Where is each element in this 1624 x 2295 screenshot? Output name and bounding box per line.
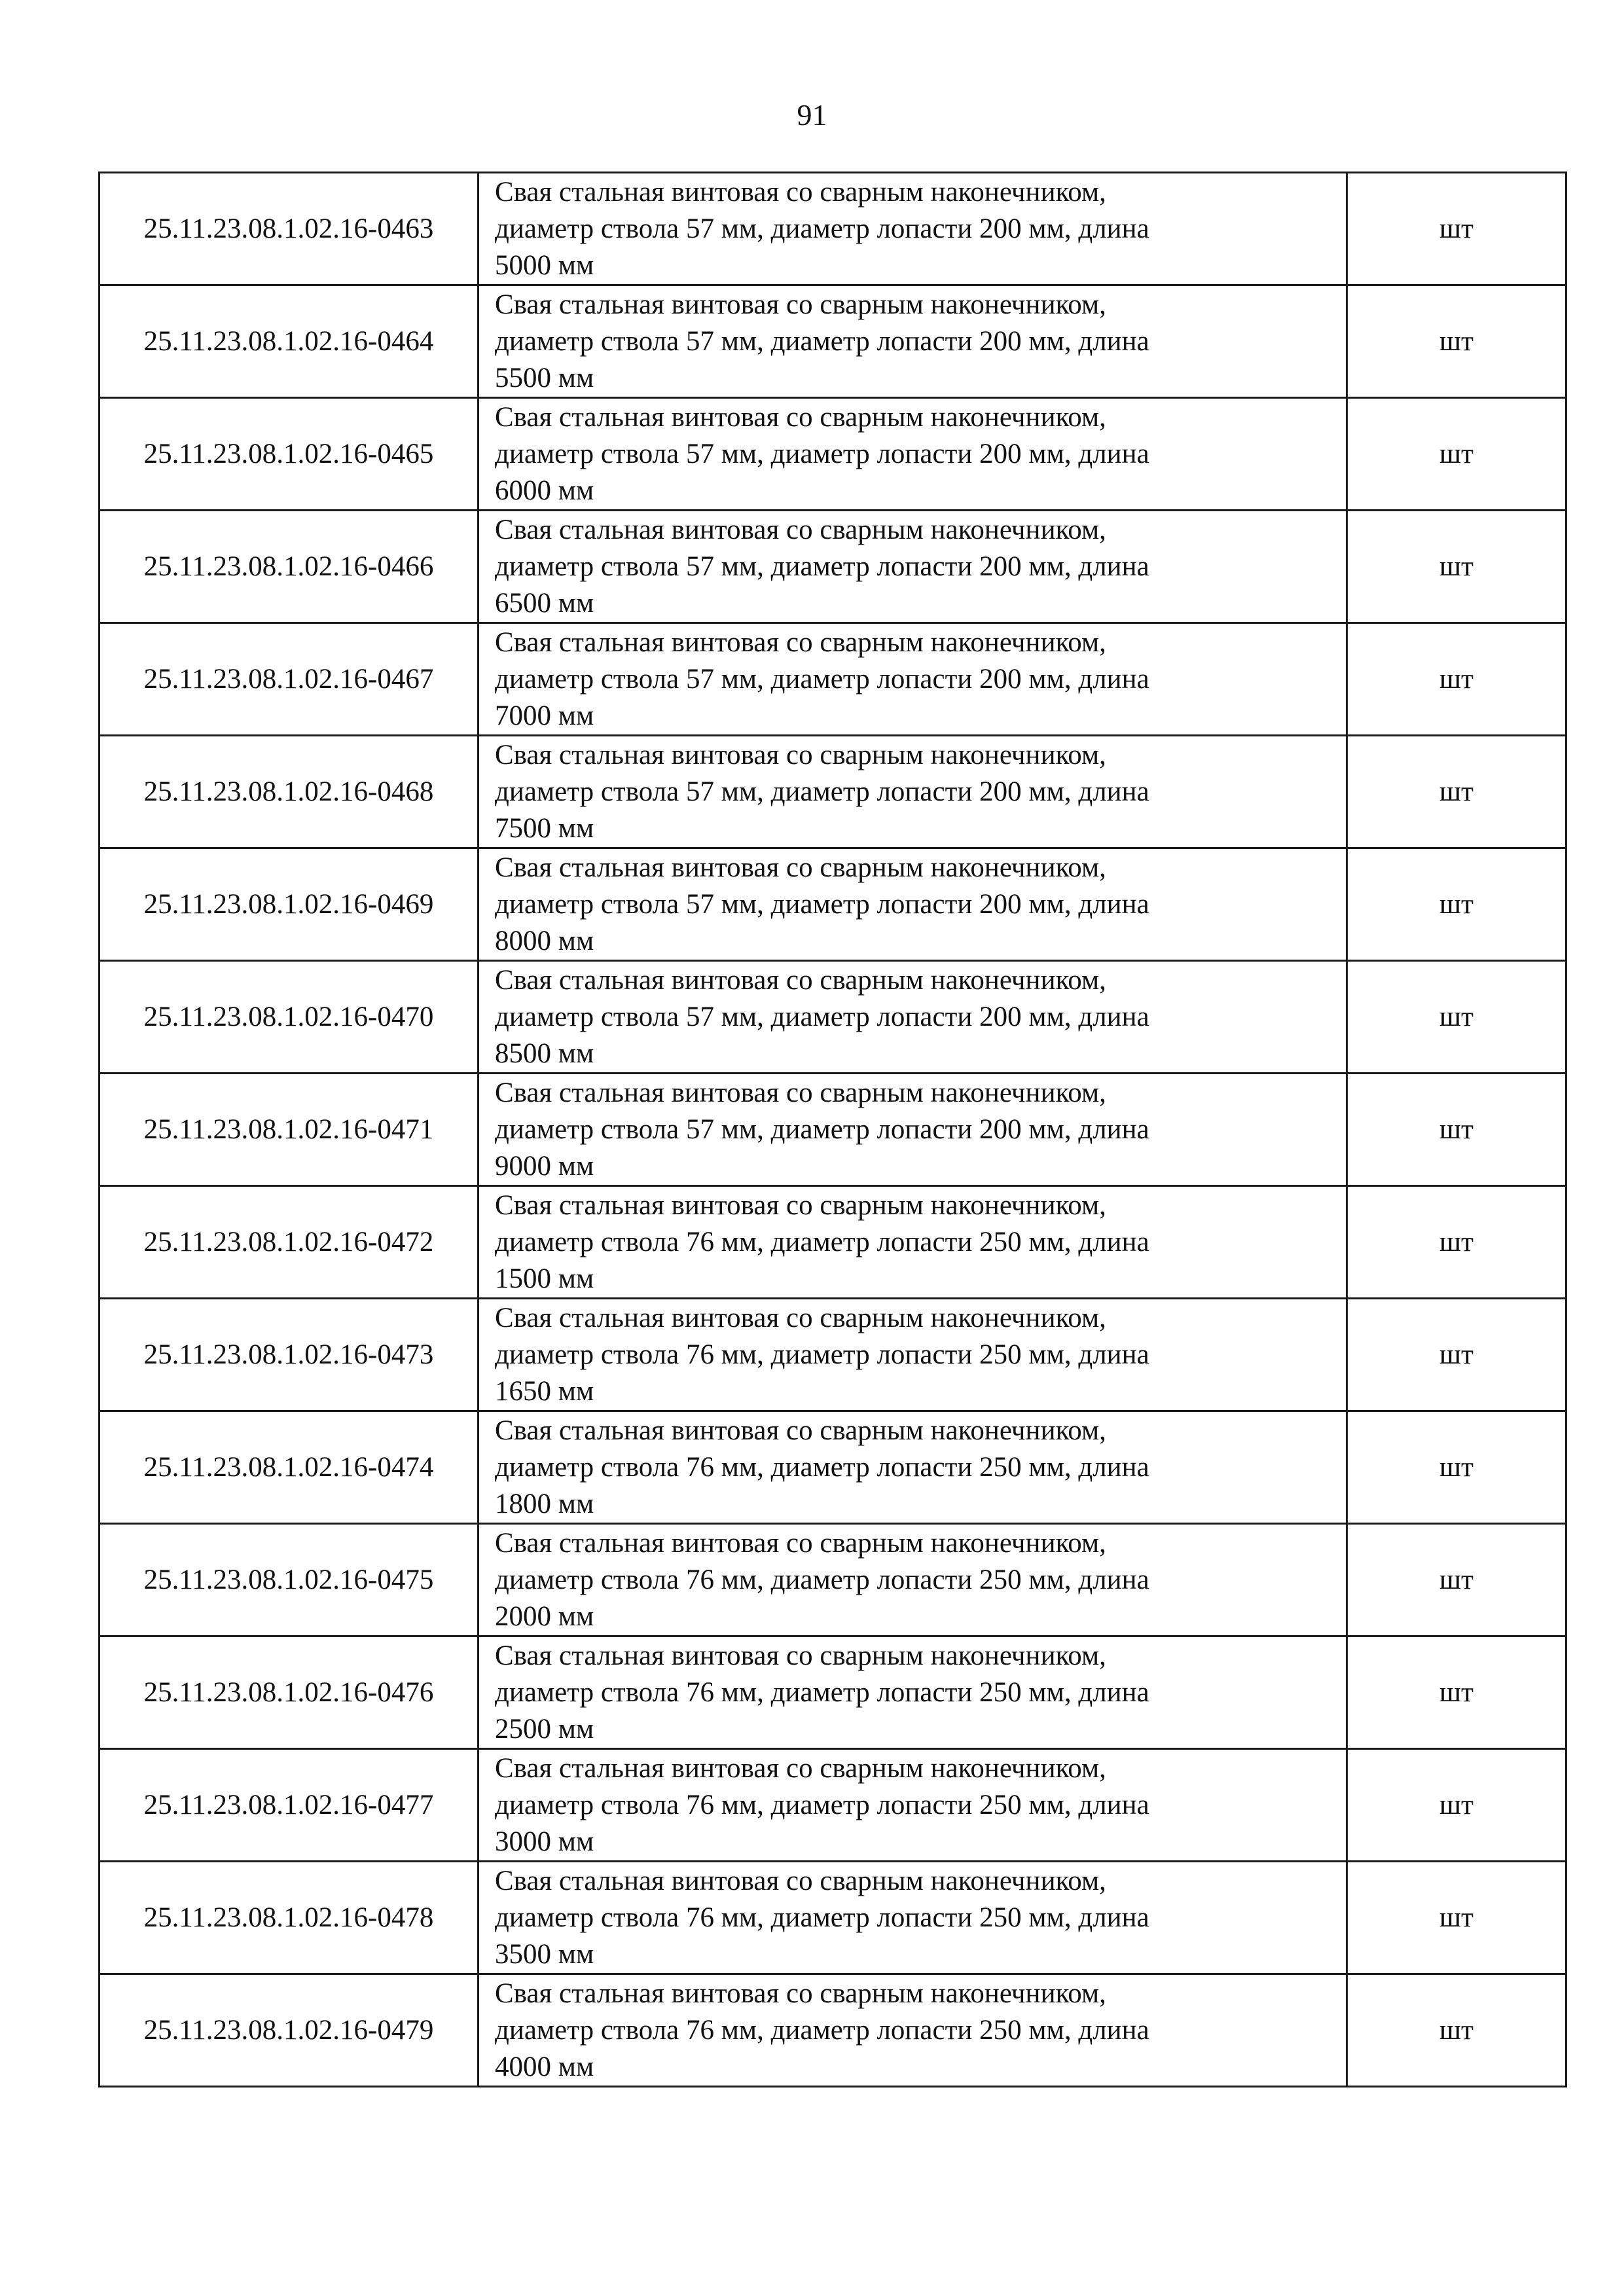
resource-description	[478, 736, 1347, 848]
description-line: диаметр ствола 57 мм, диаметр лопасти 200 мм, длина	[495, 663, 1149, 695]
table-row	[99, 1749, 1566, 1862]
resource-code: 25.11.23.08.1.02.16-0468	[99, 736, 478, 848]
description-line: диаметр ствола 57 мм, диаметр лопасти 200 мм, длина	[495, 1001, 1149, 1032]
table-row	[99, 1636, 1566, 1749]
resource-description	[478, 623, 1347, 736]
description-line: Свая стальная винтовая со сварным наконечником,	[495, 1865, 1106, 1896]
description-line: диаметр ствола 76 мм, диаметр лопасти 250 мм, длина	[495, 1451, 1149, 1483]
description-line: Свая стальная винтовая со сварным наконечником,	[495, 1415, 1106, 1446]
description-line: 8000 мм	[495, 925, 594, 956]
unit-of-measure: шт	[1347, 1411, 1566, 1524]
resource-code: 25.11.23.08.1.02.16-0472	[99, 1186, 478, 1299]
description-line: Свая стальная винтовая со сварным наконечником,	[495, 1077, 1106, 1108]
description-line: Свая стальная винтовая со сварным наконечником,	[495, 1302, 1106, 1333]
resource-code: 25.11.23.08.1.02.16-0469	[99, 848, 478, 961]
table-row	[99, 623, 1566, 736]
page-number: 91	[797, 98, 827, 132]
unit-of-measure: шт	[1347, 1074, 1566, 1186]
resource-description	[478, 1186, 1347, 1299]
table-row	[99, 173, 1566, 285]
resource-code: 25.11.23.08.1.02.16-0475	[99, 1524, 478, 1636]
description-line: диаметр ствола 76 мм, диаметр лопасти 250 мм, длина	[495, 2014, 1149, 2046]
description-line: 5000 мм	[495, 249, 594, 281]
description-line: диаметр ствола 57 мм, диаметр лопасти 200 мм, длина	[495, 213, 1149, 244]
description-line: Свая стальная винтовая со сварным наконечником,	[495, 739, 1106, 770]
table-row	[99, 961, 1566, 1074]
resource-code: 25.11.23.08.1.02.16-0476	[99, 1636, 478, 1749]
description-line: Свая стальная винтовая со сварным наконечником,	[495, 626, 1106, 658]
resource-description	[478, 1524, 1347, 1636]
table-row	[99, 848, 1566, 961]
description-line: 4000 мм	[495, 2051, 594, 2082]
resource-code: 25.11.23.08.1.02.16-0470	[99, 961, 478, 1074]
description-line: Свая стальная винтовая со сварным наконечником,	[495, 1189, 1106, 1221]
resource-description	[478, 1074, 1347, 1186]
unit-of-measure: шт	[1347, 961, 1566, 1074]
description-line: диаметр ствола 57 мм, диаметр лопасти 200 мм, длина	[495, 325, 1149, 357]
resource-code: 25.11.23.08.1.02.16-0463	[99, 173, 478, 285]
table-row	[99, 1074, 1566, 1186]
resource-description	[478, 1749, 1347, 1862]
unit-of-measure: шт	[1347, 848, 1566, 961]
description-line: 3500 мм	[495, 1938, 594, 1970]
description-line: диаметр ствола 57 мм, диаметр лопасти 200 мм, длина	[495, 1113, 1149, 1145]
description-line: 8500 мм	[495, 1038, 594, 1069]
description-line: 9000 мм	[495, 1150, 594, 1182]
unit-of-measure: шт	[1347, 623, 1566, 736]
table-row	[99, 511, 1566, 623]
resource-code: 25.11.23.08.1.02.16-0467	[99, 623, 478, 736]
resource-code: 25.11.23.08.1.02.16-0466	[99, 511, 478, 623]
resource-code: 25.11.23.08.1.02.16-0479	[99, 1974, 478, 2087]
description-line: 2000 мм	[495, 1600, 594, 1632]
unit-of-measure: шт	[1347, 285, 1566, 398]
resource-code: 25.11.23.08.1.02.16-0477	[99, 1749, 478, 1862]
description-line: диаметр ствола 57 мм, диаметр лопасти 200 мм, длина	[495, 551, 1149, 582]
description-line: диаметр ствола 57 мм, диаметр лопасти 200 мм, длина	[495, 776, 1149, 807]
unit-of-measure: шт	[1347, 1636, 1566, 1749]
resource-description	[478, 1974, 1347, 2087]
description-line: 6500 мм	[495, 587, 594, 619]
unit-of-measure: шт	[1347, 1524, 1566, 1636]
description-line: Свая стальная винтовая со сварным наконечником,	[495, 1978, 1106, 2009]
description-line: Свая стальная винтовая со сварным наконечником,	[495, 1640, 1106, 1671]
unit-of-measure: шт	[1347, 398, 1566, 511]
resource-code: 25.11.23.08.1.02.16-0473	[99, 1299, 478, 1411]
table-row	[99, 1411, 1566, 1524]
description-line: 3000 мм	[495, 1826, 594, 1857]
description-line: диаметр ствола 76 мм, диаметр лопасти 250 мм, длина	[495, 1226, 1149, 1257]
description-line: диаметр ствола 76 мм, диаметр лопасти 250 мм, длина	[495, 1676, 1149, 1708]
unit-of-measure: шт	[1347, 1749, 1566, 1862]
resource-description	[478, 511, 1347, 623]
unit-of-measure: шт	[1347, 736, 1566, 848]
description-line: 7500 мм	[495, 812, 594, 844]
resource-description	[478, 1411, 1347, 1524]
description-line: 5500 мм	[495, 362, 594, 393]
resource-code: 25.11.23.08.1.02.16-0464	[99, 285, 478, 398]
table-row	[99, 1524, 1566, 1636]
description-line: диаметр ствола 76 мм, диаметр лопасти 250 мм, длина	[495, 1339, 1149, 1370]
table-row	[99, 1186, 1566, 1299]
resource-description	[478, 1299, 1347, 1411]
resource-description	[478, 1862, 1347, 1974]
unit-of-measure: шт	[1347, 173, 1566, 285]
description-line: 2500 мм	[495, 1713, 594, 1744]
resource-code: 25.11.23.08.1.02.16-0471	[99, 1074, 478, 1186]
resource-description	[478, 173, 1347, 285]
resource-code: 25.11.23.08.1.02.16-0474	[99, 1411, 478, 1524]
table-row	[99, 285, 1566, 398]
description-line: Свая стальная винтовая со сварным наконечником,	[495, 1752, 1106, 1784]
description-line: Свая стальная винтовая со сварным наконечником,	[495, 964, 1106, 996]
table-row	[99, 1862, 1566, 1974]
description-line: Свая стальная винтовая со сварным наконечником,	[495, 514, 1106, 545]
unit-of-measure: шт	[1347, 511, 1566, 623]
codes-table	[98, 172, 1567, 2087]
description-line: Свая стальная винтовая со сварным наконечником,	[495, 289, 1106, 320]
description-line: 1500 мм	[495, 1263, 594, 1294]
description-line: диаметр ствола 76 мм, диаметр лопасти 250 мм, длина	[495, 1789, 1149, 1820]
unit-of-measure: шт	[1347, 1862, 1566, 1974]
description-line: Свая стальная винтовая со сварным наконечником,	[495, 176, 1106, 208]
resource-description	[478, 398, 1347, 511]
table-row	[99, 1974, 1566, 2087]
description-line: диаметр ствола 57 мм, диаметр лопасти 200 мм, длина	[495, 438, 1149, 469]
table-row	[99, 398, 1566, 511]
description-line: 6000 мм	[495, 475, 594, 506]
table-row	[99, 1299, 1566, 1411]
description-line: Свая стальная винтовая со сварным наконечником,	[495, 1527, 1106, 1559]
resource-description	[478, 1636, 1347, 1749]
description-line: диаметр ствола 57 мм, диаметр лопасти 200 мм, длина	[495, 888, 1149, 920]
description-line: диаметр ствола 76 мм, диаметр лопасти 250 мм, длина	[495, 1902, 1149, 1933]
unit-of-measure: шт	[1347, 1299, 1566, 1411]
unit-of-measure: шт	[1347, 1974, 1566, 2087]
description-line: 1650 мм	[495, 1375, 594, 1407]
table-row	[99, 736, 1566, 848]
resource-code: 25.11.23.08.1.02.16-0465	[99, 398, 478, 511]
description-line: 1800 мм	[495, 1488, 594, 1519]
description-line: 7000 мм	[495, 700, 594, 731]
resource-description	[478, 285, 1347, 398]
table-body	[99, 173, 1566, 2087]
resource-code: 25.11.23.08.1.02.16-0478	[99, 1862, 478, 1974]
description-line: Свая стальная винтовая со сварным наконечником,	[495, 401, 1106, 433]
description-line: диаметр ствола 76 мм, диаметр лопасти 250 мм, длина	[495, 1564, 1149, 1595]
resource-description	[478, 848, 1347, 961]
unit-of-measure: шт	[1347, 1186, 1566, 1299]
description-line: Свая стальная винтовая со сварным наконечником,	[495, 852, 1106, 883]
resource-description	[478, 961, 1347, 1074]
